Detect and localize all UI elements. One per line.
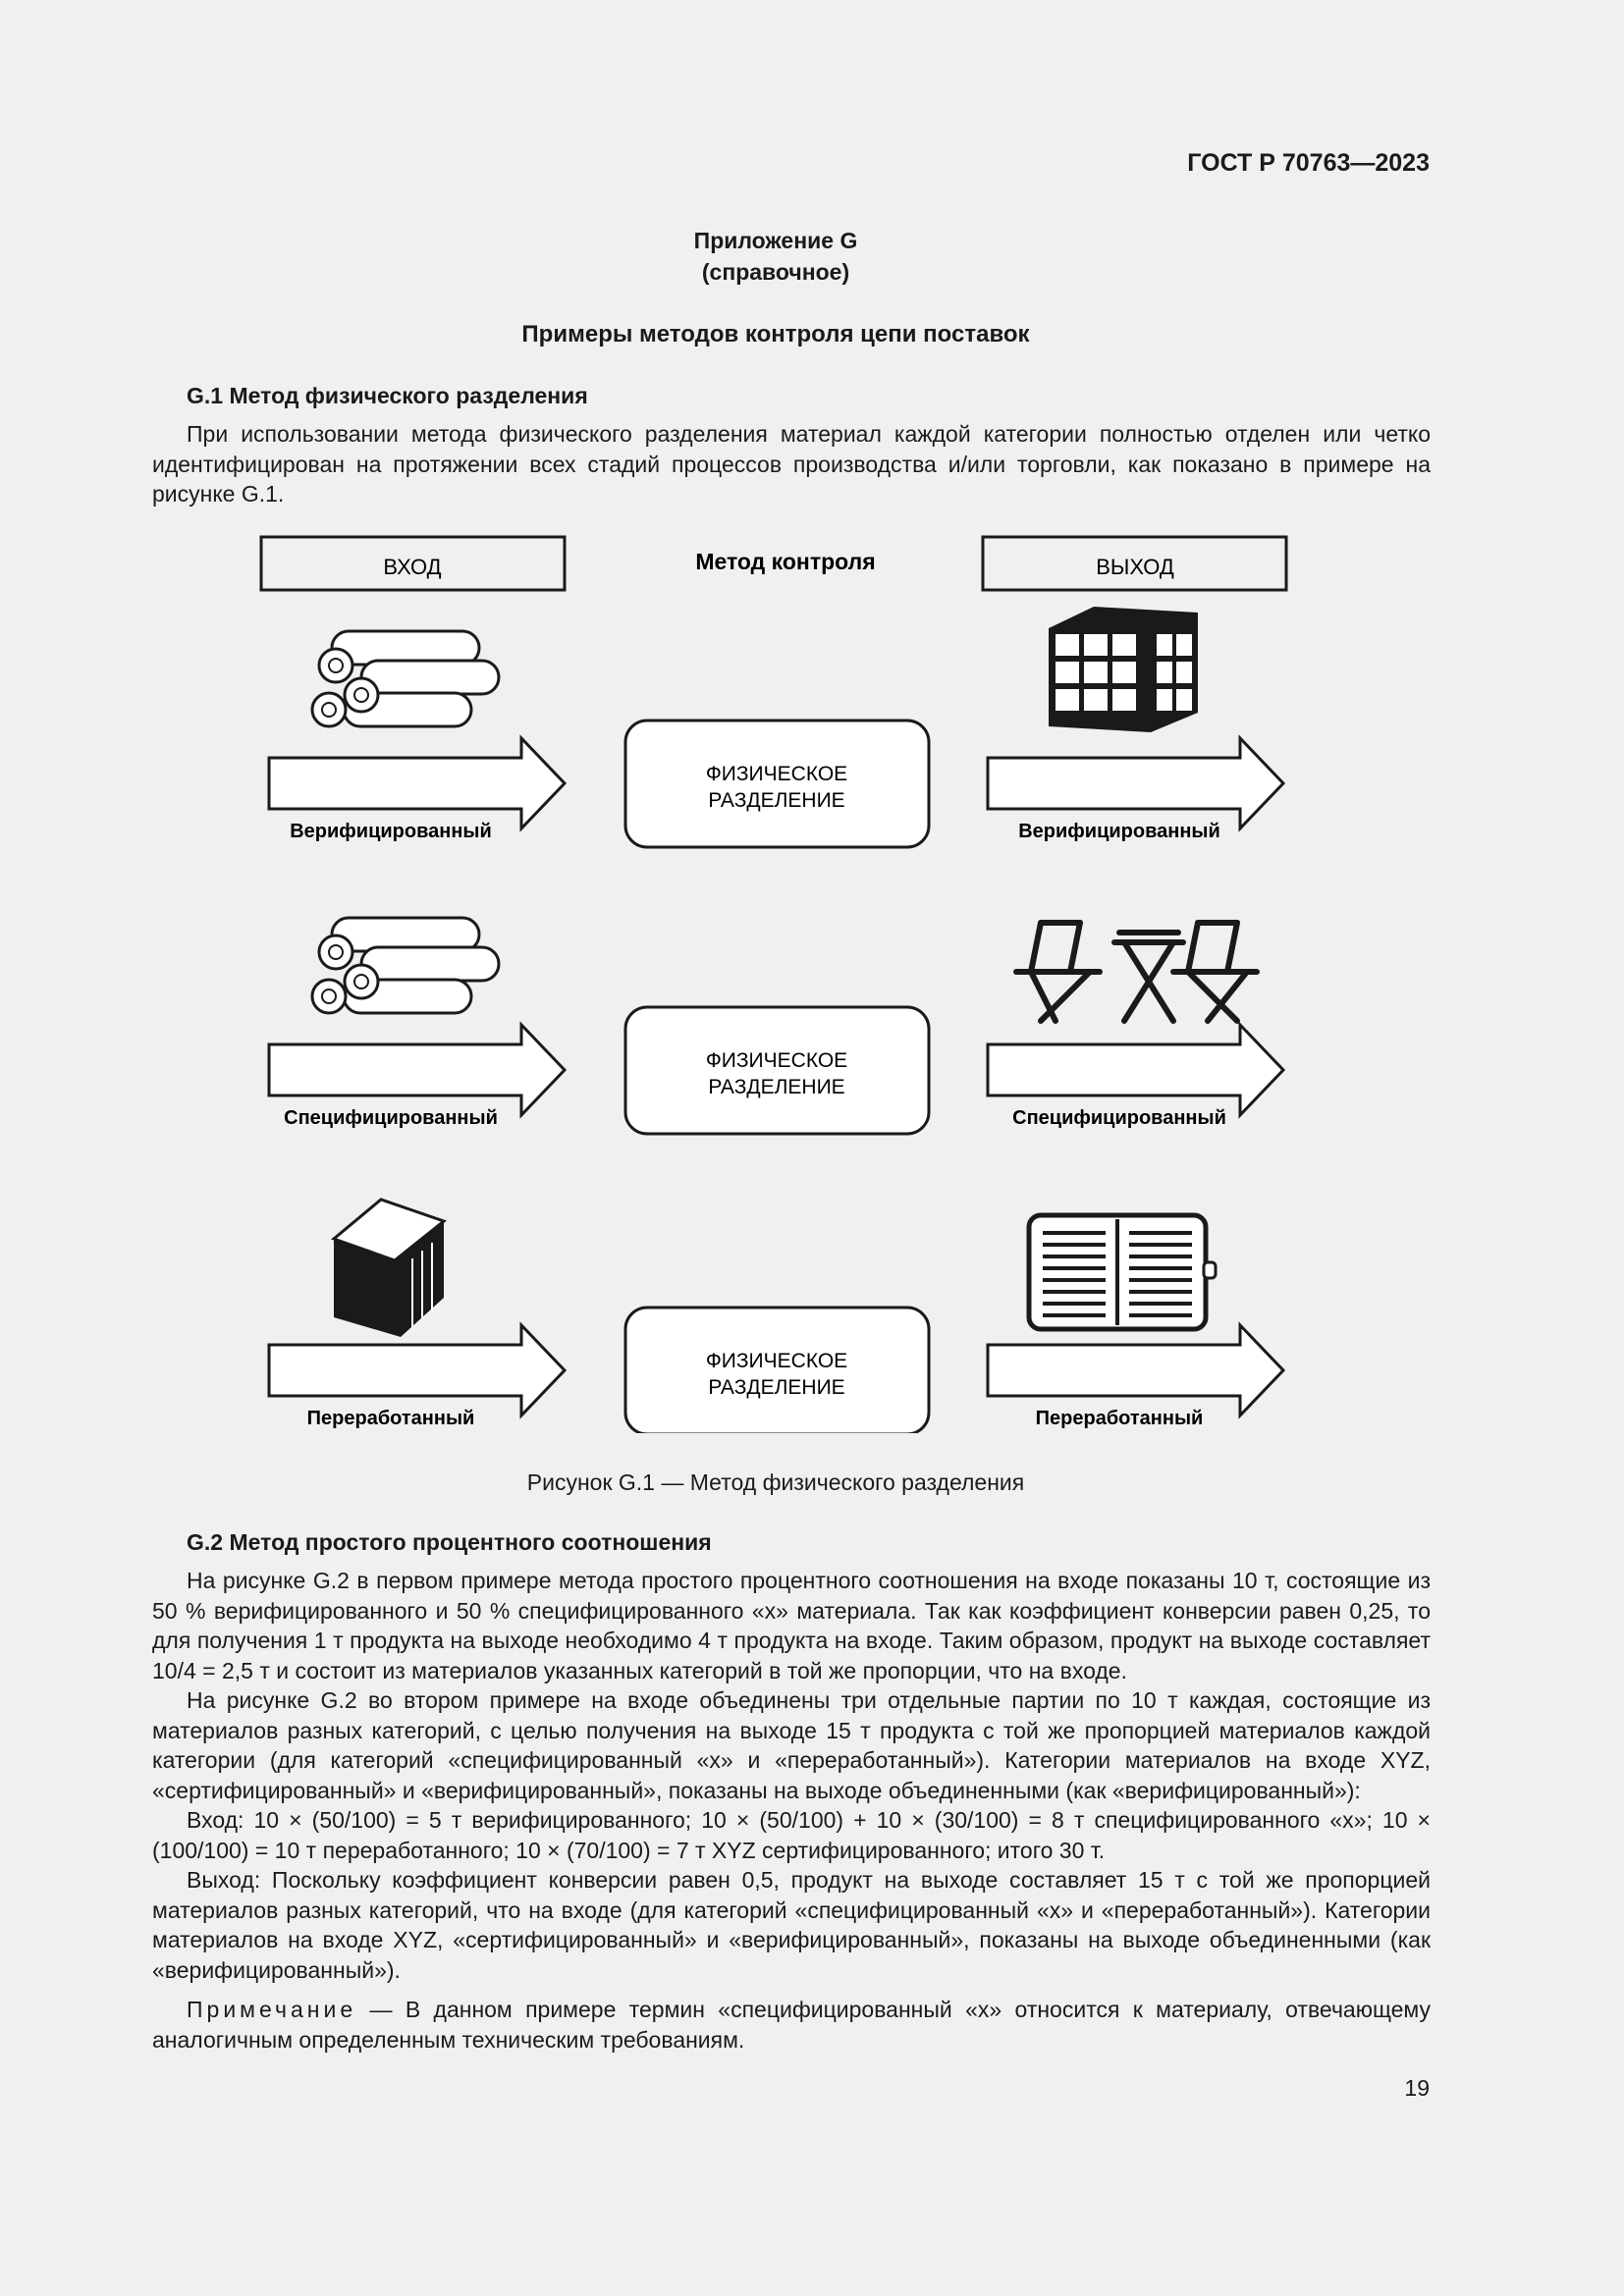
output-arrow <box>988 738 1283 828</box>
furniture-icon <box>1016 923 1257 1021</box>
page-number: 19 <box>1404 2075 1430 2101</box>
notebook-icon <box>1029 1215 1216 1329</box>
paragraph: На рисунке G.2 во втором примере на входе объединены три отдельные партии по 10 т каждая, состоящие из материалов разных категорий, с целью получения на выходе 15 т продукта с той же пропорцией материалов каждой категории (для категорий «специфицированный «x» и «переработанный»). Категории материалов на входе XYZ, «сертифицированный» и «верифицированный», показаны на выходе объединенными (как «верифицированный»): <box>152 1687 1431 1803</box>
process-box-line1: ФИЗИЧЕСКОЕ <box>705 1049 848 1072</box>
section-g1-heading: G.1 Метод физического разделения <box>187 383 588 408</box>
note-text: — В данном примере термин «специфицированный «x» относится к материалу, отвечающему аналогичным определенным техническим требованиям. <box>152 1997 1431 2053</box>
section-g2-text <box>152 1566 1431 2055</box>
paragraph: На рисунке G.2 в первом примере метода простого процентного соотношения на входе показаны 10 т, состоящие из 50 % верифицированного и 50 % специфицированного «x» материала. Так как коэффициент конверсии равен 0,25, то для получения 1 т продукта на выходе необходимо 4 т продукта на входе. Таким образом, продукт на выходе составляет 10/4 = 2,5 т и состоит из материалов указанных категорий в той же пропорции, что на входе. <box>152 1568 1431 1683</box>
section-g1-text <box>152 419 1431 509</box>
input-category-label: Специфицированный <box>284 1107 498 1129</box>
method-header-label: Метод контроля <box>695 549 876 574</box>
input-header-label: ВХОД <box>383 555 442 579</box>
input-category-label: Верифицированный <box>290 821 492 842</box>
appendix-subtitle: (справочное) <box>701 259 850 285</box>
appendix-heading: Примеры методов контроля цепи поставок <box>521 321 1030 347</box>
output-arrow <box>988 1025 1283 1115</box>
process-box-line2: РАЗДЕЛЕНИЕ <box>708 789 845 812</box>
figure-g1 <box>0 530 1624 1433</box>
note-paragraph <box>152 1995 1431 2055</box>
output-category-label: Переработанный <box>1035 1408 1204 1429</box>
figure-row-recycled <box>269 1200 1283 1433</box>
paper-stack-icon <box>334 1200 444 1337</box>
paragraph: Выход: Поскольку коэффициент конверсии равен 0,5, продукт на выходе составляет 15 т с той же пропорцией материалов разных категорий, что на входе (для категорий «специфицированный «x» и «переработанный»). Категории материалов на входе XYZ, «сертифицированный» и «верифицированный», показаны на выходе объединенными (как «верифицированный»). <box>152 1867 1431 1983</box>
logs-icon <box>312 918 499 1013</box>
figure-row-specified <box>269 918 1283 1134</box>
section-g2-heading: G.2 Метод простого процентного соотношения <box>187 1529 712 1555</box>
input-category-label: Переработанный <box>306 1408 475 1429</box>
figure-row-verified <box>269 607 1283 847</box>
logs-icon <box>312 631 499 726</box>
appendix-title: Приложение G <box>693 228 858 253</box>
output-category-label: Верифицированный <box>1018 821 1220 842</box>
output-arrow <box>988 1325 1283 1415</box>
document-code: ГОСТ Р 70763—2023 <box>1187 149 1430 177</box>
input-arrow <box>269 1025 565 1115</box>
input-arrow <box>269 738 565 828</box>
note-label: Примечание <box>187 1997 357 2022</box>
output-header-label: ВЫХОД <box>1096 555 1174 579</box>
process-box-line1: ФИЗИЧЕСКОЕ <box>705 763 848 785</box>
process-box-line1: ФИЗИЧЕСКОЕ <box>705 1350 848 1372</box>
output-category-label: Специфицированный <box>1012 1107 1226 1129</box>
boxes-icon <box>1049 607 1198 732</box>
figure-caption: Рисунок G.1 — Метод физического разделения <box>526 1469 1025 1495</box>
paragraph: Вход: 10 × (50/100) = 5 т верифицированного; 10 × (50/100) + 10 × (30/100) = 8 т специфицированного «x»; 10 × (100/100) = 10 т переработанного; 10 × (70/100) = 7 т XYZ сертифицированного; итого 30 т. <box>152 1807 1431 1863</box>
input-arrow <box>269 1325 565 1415</box>
process-box-line2: РАЗДЕЛЕНИЕ <box>708 1376 845 1399</box>
paragraph: При использовании метода физического разделения материал каждой категории полностью отделен или четко идентифицирован на протяжении всех стадий процессов производства и/или торговли, как показано в примере на рисунке G.1. <box>152 421 1431 507</box>
process-box-line2: РАЗДЕЛЕНИЕ <box>708 1076 845 1098</box>
